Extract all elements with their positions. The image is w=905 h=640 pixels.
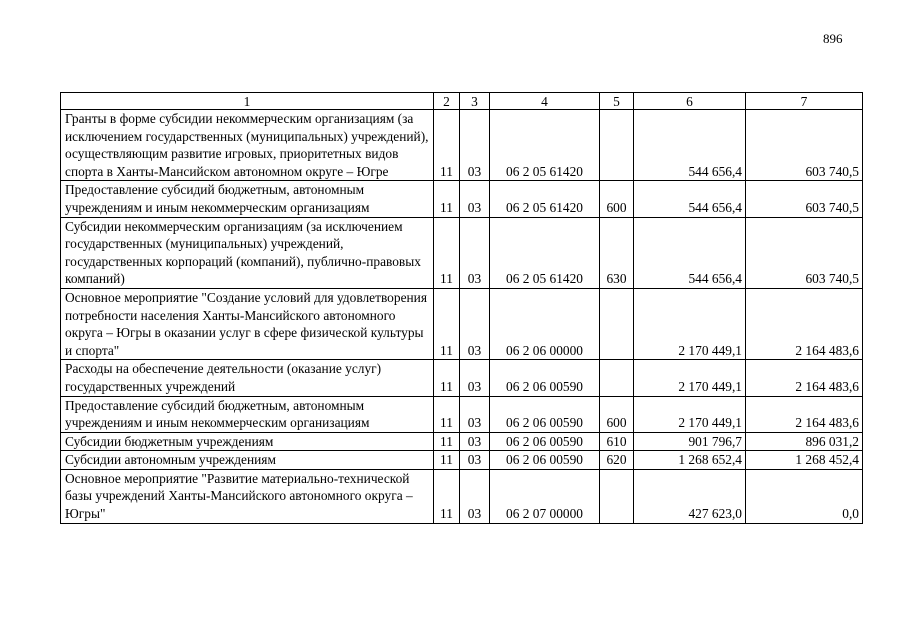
row-section: 11	[434, 432, 460, 451]
table-row	[61, 181, 863, 217]
row-section: 11	[434, 451, 460, 470]
row-section: 11	[434, 360, 460, 396]
table-row	[61, 469, 863, 523]
row-subsection: 03	[460, 110, 490, 181]
column-header: 5	[600, 93, 634, 110]
row-expense-type: 630	[600, 217, 634, 288]
row-name: Предоставление субсидий бюджетным, автономным учреждениям и иным некоммерческим организациям	[61, 181, 434, 217]
row-amount-year-2: 2 164 483,6	[746, 288, 863, 359]
row-expense-type: 600	[600, 396, 634, 432]
row-target-article: 06 2 07 00000	[490, 469, 600, 523]
row-expense-type: 610	[600, 432, 634, 451]
row-section: 11	[434, 288, 460, 359]
row-expense-type	[600, 469, 634, 523]
table-row	[61, 217, 863, 288]
table-row	[61, 396, 863, 432]
row-target-article: 06 2 05 61420	[490, 110, 600, 181]
row-subsection: 03	[460, 360, 490, 396]
row-section: 11	[434, 110, 460, 181]
row-name: Предоставление субсидий бюджетным, автономным учреждениям и иным некоммерческим организациям	[61, 396, 434, 432]
row-expense-type	[600, 110, 634, 181]
table-row	[61, 451, 863, 470]
row-amount-year-2: 603 740,5	[746, 181, 863, 217]
row-amount-year-2: 1 268 452,4	[746, 451, 863, 470]
row-subsection: 03	[460, 396, 490, 432]
row-name: Основное мероприятие "Развитие материально-технической базы учреждений Ханты-Мансийского автономного округа – Югры"	[61, 469, 434, 523]
table-row	[61, 432, 863, 451]
row-amount-year-1: 901 796,7	[634, 432, 746, 451]
row-name: Основное мероприятие "Создание условий для удовлетворения потребности населения Ханты-Мансийского автономного округа – Югры в оказании услуг в сфере физической культуры и спорта"	[61, 288, 434, 359]
row-target-article: 06 2 06 00590	[490, 432, 600, 451]
column-header: 2	[434, 93, 460, 110]
row-subsection: 03	[460, 217, 490, 288]
row-target-article: 06 2 06 00590	[490, 396, 600, 432]
row-section: 11	[434, 469, 460, 523]
row-expense-type: 620	[600, 451, 634, 470]
row-amount-year-1: 544 656,4	[634, 181, 746, 217]
row-amount-year-2: 2 164 483,6	[746, 360, 863, 396]
row-name: Субсидии некоммерческим организациям (за исключением государственных (муниципальных) учреждений, государственных корпораций (компаний), публично-правовых компаний)	[61, 217, 434, 288]
row-expense-type	[600, 288, 634, 359]
row-target-article: 06 2 06 00590	[490, 360, 600, 396]
row-amount-year-2: 603 740,5	[746, 110, 863, 181]
row-expense-type	[600, 360, 634, 396]
row-target-article: 06 2 06 00000	[490, 288, 600, 359]
table-row	[61, 288, 863, 359]
row-amount-year-1: 2 170 449,1	[634, 288, 746, 359]
row-amount-year-1: 544 656,4	[634, 110, 746, 181]
page-number: 896	[823, 31, 843, 46]
row-amount-year-2: 0,0	[746, 469, 863, 523]
table-header-row	[61, 93, 863, 110]
row-amount-year-1: 427 623,0	[634, 469, 746, 523]
row-subsection: 03	[460, 451, 490, 470]
row-subsection: 03	[460, 288, 490, 359]
row-target-article: 06 2 05 61420	[490, 181, 600, 217]
table-row	[61, 110, 863, 181]
column-header: 3	[460, 93, 490, 110]
row-name: Гранты в форме субсидии некоммерческим организациям (за исключением государственных (муниципальных) учреждений), осуществляющим развитие игровых, приоритетных видов спорта в Ханты-Мансийском автономном округе – Югре	[61, 110, 434, 181]
column-header: 1	[61, 93, 434, 110]
budget-table	[60, 92, 863, 524]
row-name: Субсидии автономным учреждениям	[61, 451, 434, 470]
row-amount-year-1: 544 656,4	[634, 217, 746, 288]
row-name: Субсидии бюджетным учреждениям	[61, 432, 434, 451]
row-name: Расходы на обеспечение деятельности (оказание услуг) государственных учреждений	[61, 360, 434, 396]
row-section: 11	[434, 217, 460, 288]
row-amount-year-2: 603 740,5	[746, 217, 863, 288]
row-amount-year-1: 2 170 449,1	[634, 360, 746, 396]
row-amount-year-2: 2 164 483,6	[746, 396, 863, 432]
column-header: 6	[634, 93, 746, 110]
row-target-article: 06 2 05 61420	[490, 217, 600, 288]
row-subsection: 03	[460, 181, 490, 217]
table-row	[61, 360, 863, 396]
row-amount-year-1: 2 170 449,1	[634, 396, 746, 432]
row-amount-year-1: 1 268 652,4	[634, 451, 746, 470]
row-target-article: 06 2 06 00590	[490, 451, 600, 470]
column-header: 4	[490, 93, 600, 110]
row-subsection: 03	[460, 469, 490, 523]
row-subsection: 03	[460, 432, 490, 451]
row-section: 11	[434, 396, 460, 432]
row-amount-year-2: 896 031,2	[746, 432, 863, 451]
column-header: 7	[746, 93, 863, 110]
row-section: 11	[434, 181, 460, 217]
row-expense-type: 600	[600, 181, 634, 217]
